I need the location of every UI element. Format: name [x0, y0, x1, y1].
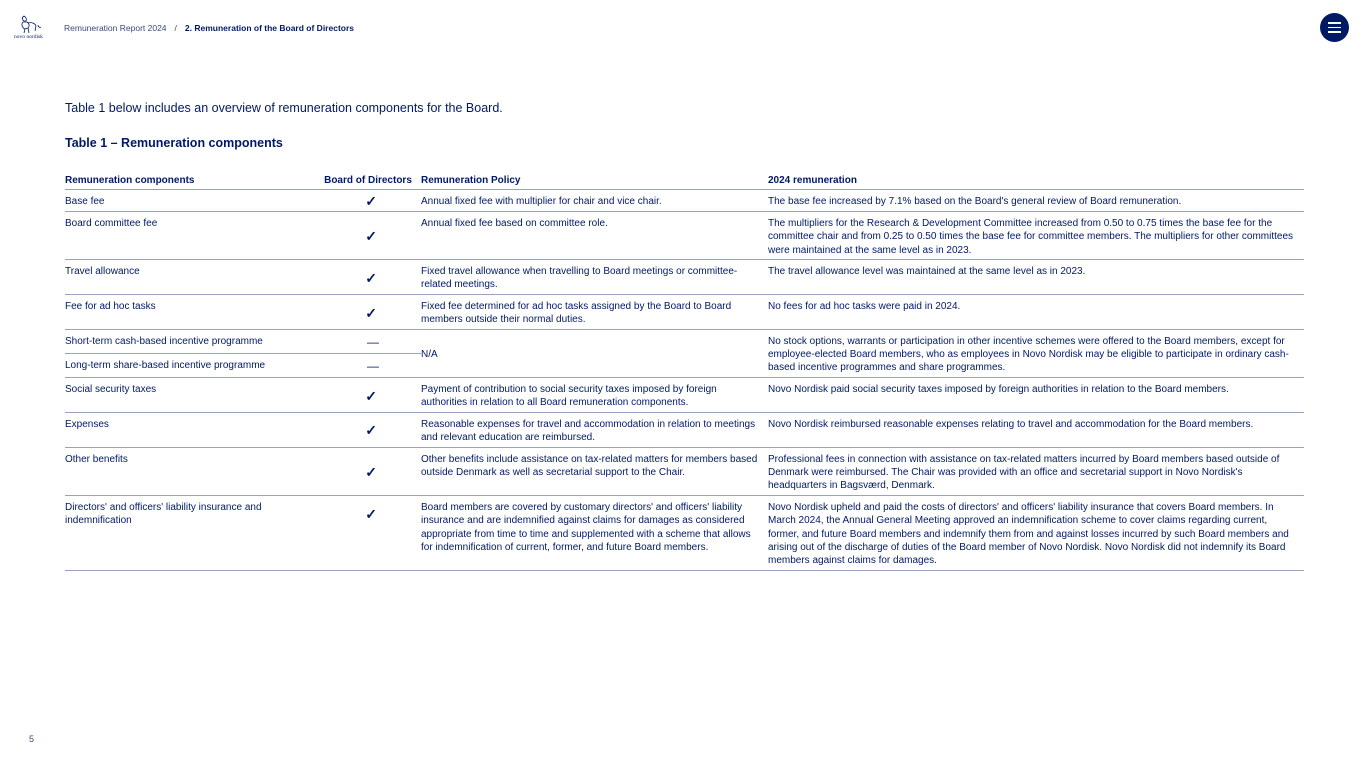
table-row: [65, 377, 1304, 412]
logo-wordmark: novo nordisk: [14, 34, 43, 40]
policy-cell: Annual fixed fee based on committee role.: [421, 211, 768, 259]
breadcrumb-report-link[interactable]: Remuneration Report 2024: [64, 23, 167, 33]
checkmark-icon: ✓: [315, 495, 421, 570]
component-cell: Base fee: [65, 190, 315, 211]
top-bar: [0, 0, 1365, 56]
header-policy: Remuneration Policy: [421, 172, 768, 190]
component-cell: Other benefits: [65, 447, 315, 495]
header-board-of-directors: Board of Directors: [315, 172, 421, 190]
policy-cell: Annual fixed fee with multiplier for chair and vice chair.: [421, 190, 768, 211]
novo-nordisk-logo[interactable]: [14, 14, 50, 40]
remuneration-cell: No stock options, warrants or participation in other incentive schemes were offered to the Board members, except for employee-elected Board members, who as employees in Novo Nordisk may be eligible to participate in ordinary cash-based incentive programmes and share programmes.: [768, 329, 1304, 377]
policy-cell: N/A: [421, 329, 768, 377]
component-cell: Short-term cash-based incentive programme: [65, 329, 315, 353]
policy-cell: Fixed fee determined for ad hoc tasks assigned by the Board to Board members outside their normal duties.: [421, 294, 768, 329]
remuneration-cell: The base fee increased by 7.1% based on the Board's general review of Board remuneration.: [768, 190, 1304, 211]
policy-cell: Other benefits include assistance on tax-related matters for members based outside Denmark as well as secretarial support to the Chair.: [421, 447, 768, 495]
component-cell: Directors' and officers' liability insurance and indemnification: [65, 495, 315, 570]
breadcrumb: [64, 23, 354, 33]
table-row: [65, 190, 1304, 211]
table-title: Table 1 – Remuneration components: [65, 136, 283, 150]
table-header-row: [65, 172, 1304, 190]
component-cell: Board committee fee: [65, 211, 315, 259]
remuneration-cell: Novo Nordisk paid social security taxes imposed by foreign authorities in relation to the Board members.: [768, 377, 1304, 412]
component-cell: Expenses: [65, 412, 315, 447]
component-cell: Travel allowance: [65, 260, 315, 295]
checkmark-icon: ✓: [315, 190, 421, 211]
component-cell: Social security taxes: [65, 377, 315, 412]
dash-icon: —: [315, 329, 421, 353]
table-row: [65, 329, 1304, 353]
remuneration-cell: Novo Nordisk upheld and paid the costs of directors' and officers' liability insurance that covers Board members. In March 2024, the Annual General Meeting approved an indemnification scheme to cover claims regarding current, former, and future Board members and indemnify them from and against losses incurred by such Board members and arising out of the discharge of duties of the Board member of Novo Nordisk. Novo Nordisk did not indemnify its Board members against claims for damages.: [768, 495, 1304, 570]
header-2024-remuneration: 2024 remuneration: [768, 172, 1304, 190]
remuneration-table: [65, 172, 1304, 571]
table-row: [65, 294, 1304, 329]
remuneration-cell: The multipliers for the Research & Development Committee increased from 0.50 to 0.75 times the base fee for the committee chair and from 0.25 to 0.50 times the base fee for committee members. The multipliers for other committees were maintained at the same level as in 2023.: [768, 211, 1304, 259]
remuneration-cell: The travel allowance level was maintained at the same level as in 2023.: [768, 260, 1304, 295]
table-row: [65, 260, 1304, 295]
component-cell: Long-term share-based incentive programme: [65, 353, 315, 377]
policy-cell: Fixed travel allowance when travelling to Board meetings or committee-related meetings.: [421, 260, 768, 295]
dash-icon: —: [315, 353, 421, 377]
hamburger-menu-icon: [1328, 22, 1341, 24]
policy-cell: Reasonable expenses for travel and accommodation in relation to meetings and relevant education are reimbursed.: [421, 412, 768, 447]
remuneration-cell: No fees for ad hoc tasks were paid in 2024.: [768, 294, 1304, 329]
page-number: 5: [29, 734, 35, 744]
checkmark-icon: ✓: [315, 294, 421, 329]
breadcrumb-current-section[interactable]: 2. Remuneration of the Board of Directors: [184, 23, 355, 33]
checkmark-icon: ✓: [315, 447, 421, 495]
intro-text: Table 1 below includes an overview of remuneration components for the Board.: [65, 101, 503, 115]
checkmark-icon: ✓: [315, 260, 421, 295]
header-components: Remuneration components: [65, 172, 315, 190]
breadcrumb-separator: /: [174, 23, 177, 33]
policy-cell: Board members are covered by customary directors' and officers' liability insurance and are indemnified against claims for damages as considered appropriate from time to time and supplemented with a scheme that allows for indemnification of current, former, and future Board members.: [421, 495, 768, 570]
hamburger-menu-button[interactable]: [1320, 13, 1349, 42]
table-row: [65, 447, 1304, 495]
checkmark-icon: ✓: [315, 211, 421, 259]
checkmark-icon: ✓: [315, 377, 421, 412]
component-cell: Fee for ad hoc tasks: [65, 294, 315, 329]
checkmark-icon: ✓: [315, 412, 421, 447]
table-row: [65, 211, 1304, 259]
policy-cell: Payment of contribution to social security taxes imposed by foreign authorities in relation to all Board remuneration components.: [421, 377, 768, 412]
table-row: [65, 495, 1304, 570]
table-row: [65, 412, 1304, 447]
remuneration-cell: Novo Nordisk reimbursed reasonable expenses relating to travel and accommodation for the Board members.: [768, 412, 1304, 447]
remuneration-cell: Professional fees in connection with assistance on tax-related matters incurred by Board members based outside of Denmark were reimbursed. The Chair was provided with an office and secretarial support in Novo Nordisk's headquarters in Bagsværd, Denmark.: [768, 447, 1304, 495]
